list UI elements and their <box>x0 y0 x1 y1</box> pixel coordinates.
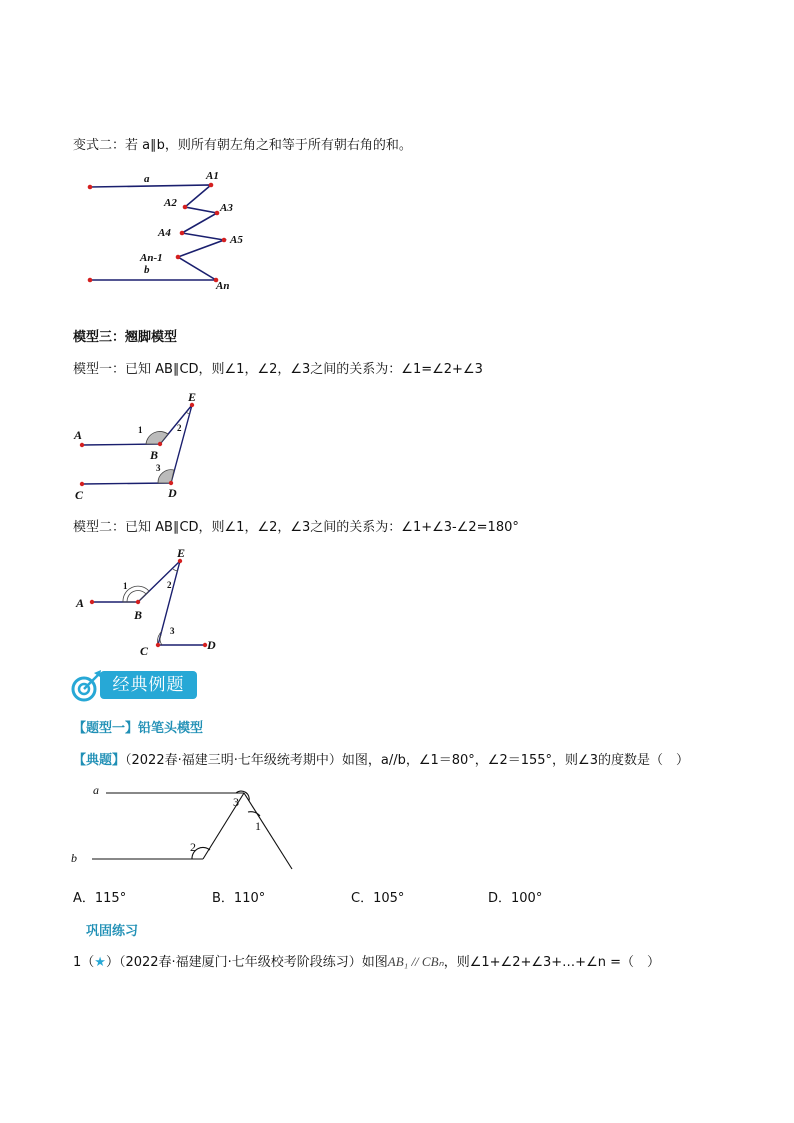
label-A2: A2 <box>164 197 177 209</box>
label-1: 1 <box>255 819 261 833</box>
label-2: 2 <box>177 423 182 433</box>
label-E: E <box>177 546 186 560</box>
label-3: 3 <box>170 626 175 636</box>
label-A: A <box>76 596 85 610</box>
q1-text <box>73 951 660 970</box>
type1-title: 【题型一】铅笔头模型 <box>73 721 204 736</box>
variant2-text: 变式二：若 a∥b，则所有朝左角之和等于所有朝右角的和。 <box>73 138 412 153</box>
label-2: 2 <box>167 580 172 590</box>
label-b: b <box>144 264 150 276</box>
label-D: D <box>168 486 177 500</box>
label-A3: A3 <box>220 202 233 214</box>
label-a: a <box>144 173 150 185</box>
label-3: 3 <box>156 463 161 473</box>
label-B: B <box>150 448 159 462</box>
star-icon: ★ <box>94 955 106 970</box>
q1-math: AB₁ // CBₙ <box>387 954 444 969</box>
option-b: B．110° <box>212 891 266 906</box>
model3-title: 模型三：翘脚模型 <box>73 330 178 345</box>
q1-prefix: 1（ <box>73 955 95 970</box>
label-A: A <box>74 428 83 442</box>
banner-label: 经典例题 <box>100 671 197 699</box>
practice-title: 巩固练习 <box>86 924 139 939</box>
label-D: D <box>207 638 216 652</box>
label-An-1: An-1 <box>140 252 163 264</box>
label-A1: A1 <box>206 170 219 182</box>
example-body: （2022春·福建三明·七年级统考期中）如图，a//b，∠1＝80°，∠2＝155°，则∠3的度数是（ ） <box>125 753 689 768</box>
example-figure <box>68 778 308 878</box>
model1-text: 模型一：已知 AB∥CD，则∠1，∠2，∠3之间的关系为：∠1=∠2+∠3 <box>73 362 483 377</box>
option-d: D．100° <box>488 891 543 906</box>
example-tag: 【典题】 <box>73 753 126 768</box>
label-E: E <box>188 390 197 404</box>
label-b: b <box>71 851 77 865</box>
label-1: 1 <box>138 425 143 435</box>
model2-figure <box>70 542 230 662</box>
label-A4: A4 <box>158 227 171 239</box>
label-A5: A5 <box>230 234 243 246</box>
model2-text: 模型二：已知 AB∥CD，则∠1，∠2，∠3之间的关系为：∠1+∠3-∠2=180° <box>73 520 519 535</box>
section-banner <box>70 667 200 707</box>
q1-tail: ，则∠1+∠2+∠3+…+∠n =（ ） <box>443 955 660 970</box>
label-B: B <box>134 608 143 622</box>
zigzag-figure <box>80 165 260 295</box>
label-a: a <box>93 783 99 797</box>
label-3: 3 <box>233 795 239 809</box>
label-An: An <box>216 280 230 292</box>
q1-body: ）（2022春·福建厦门·七年级校考阶段练习）如图 <box>105 955 388 970</box>
option-a: A．115° <box>73 891 127 906</box>
model1-figure <box>70 388 220 506</box>
label-2: 2 <box>190 840 196 854</box>
label-C: C <box>75 488 84 502</box>
label-1: 1 <box>123 581 128 591</box>
label-C: C <box>140 644 149 658</box>
example-question <box>73 749 689 768</box>
option-c: C．105° <box>351 891 405 906</box>
